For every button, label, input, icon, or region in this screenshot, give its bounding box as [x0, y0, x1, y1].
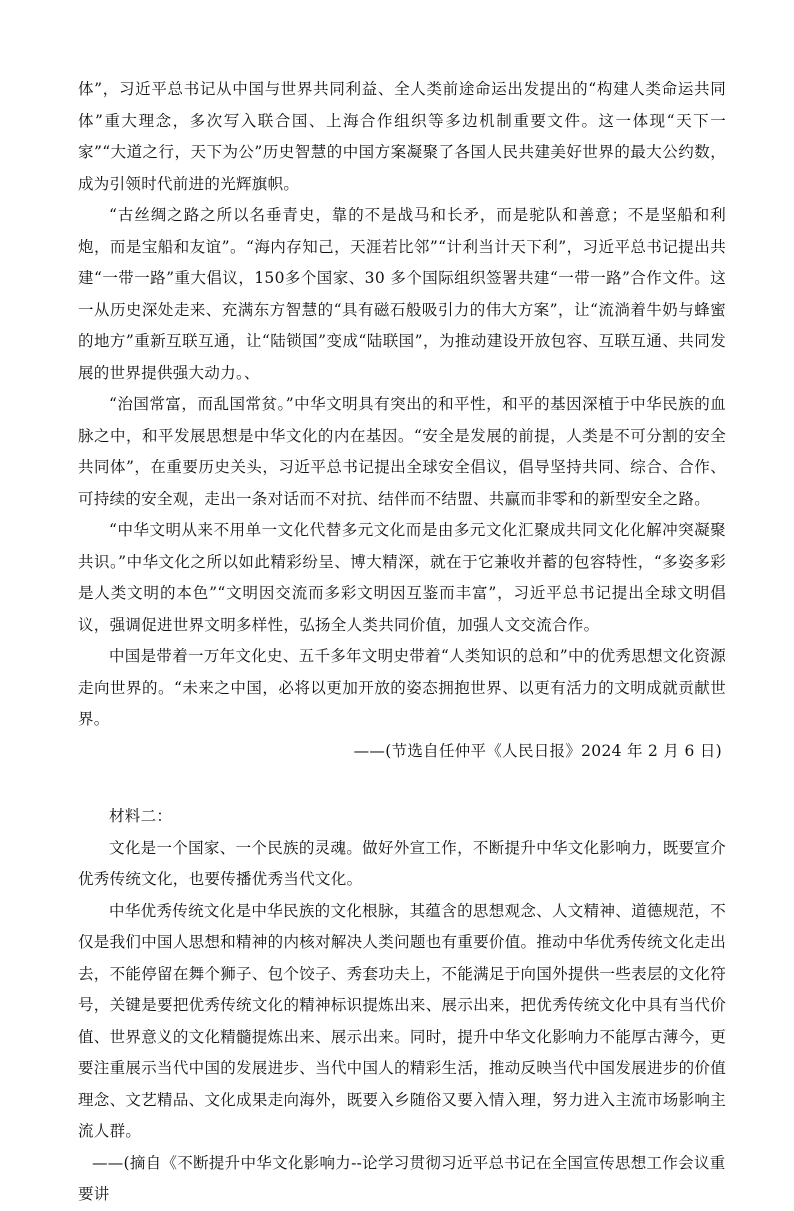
source-citation-2: ——(摘自《不断提升中华文化影响力--论学习贯彻习近平总书记在全国宣传思想工作会议重要讲 [78, 1153, 726, 1203]
paragraph-peace-security: “治国常富，而乱国常贫。”中华文明具有突出的和平性，和平的基因深植于中华民族的血脉之中，和平发展思想是中华文化的内在基因。“安全是发展的前提，人类是不可分割的安全共同体”，在重要历史关头，习近平总书记提出全球安全倡议，倡导坚持共同、综合、合作、可持续的安全观，走出一条对话而不对抗、结伴而不结盟、共赢而非零和的新型安全之路。 [78, 395, 726, 508]
paragraph-traditional-culture: 中华优秀传统文化是中华民族的文化根脉，其蕴含的思想观念、人文精神、道德规范，不仅是我们中国人思想和精神的内核对解决人类问题也有重要价值。推动中华优秀传统文化走出去，不能停留在舞个狮子、包个饺子、秀套功夫上，不能满足于向国外提供一些表层的文化符号，关键是要把优秀传统文化的精神标识提炼出来、展示出来，把优秀传统文化中具有当代价值、世界意义的文化精髓提炼出来、展示出来。同时，提升中华文化影响力不能厚古薄今，更要注重展示当代中国的发展进步、当代中国人的精彩生活，推动反映当代中国发展进步的价值理念、文艺精品、文化成果走向海外，既要入乡随俗又要入情入理，努力进入主流市场影响主流人群。 [78, 901, 726, 1140]
document-page [78, 74, 726, 1211]
source-citation-1: ——(节选自任仲平《人民日报》2024 年 2 月 6 日) [353, 741, 722, 760]
paragraph-community-of-shared-future: 体”，习近平总书记从中国与世界共同利益、全人类前途命运出发提出的“构建人类命运共同体”重大理念，多次写入联合国、上海合作组织等多边机制重要文件。这一体现“天下一家”“大道之行，天下为公”历史智慧的中国方案凝聚了各国人民共建美好世界的最大公约数，成为引领时代前进的光辉旗帜。 [78, 80, 726, 193]
section-heading-material-2: 材料二： [109, 807, 173, 825]
paragraph-future-china: 中国是带着一万年文化史、五千多年文明史带着“人类知识的总和”中的优秀思想文化资源走向世界的。“未来之中国，必将以更加开放的姿态拥抱世界、以更有活力的文明成就贡献世界。 [78, 647, 726, 728]
paragraph-belt-and-road: “古丝绸之路之所以名垂青史，靠的不是战马和长矛，而是驼队和善意；不是坚船和利炮，而是宝船和友谊”。“海内存知己，天涯若比邻”“计利当计天下利”，习近平总书记提出共建“一带一路”重大倡议，150多个国家、30 多个国际组织签署共建“一带一路”合作文件。这一从历史深处走来、充满东方智慧的“具有磁石般吸引力的伟大方案”，让“流淌着牛奶与蜂蜜的地方”重新互联互通，让“陆锁国”变成“陆联国”，为推动建设开放包容、互联互通、共同发展的世界提供强大动力。、 [78, 206, 726, 382]
paragraph-civilization-diversity: “中华文明从来不用单一文化代替多元文化而是由多元文化汇聚成共同文化化解冲突凝聚共识。”中华文化之所以如此精彩纷呈、博大精深，就在于它兼收并蓄的包容特性，“多姿多彩是人类文明的本色”“文明因交流而多彩文明因互鉴而丰富”，习近平总书记提出全球文明倡议，强调促进世界文明多样性，弘扬全人类共同价值，加强人文交流合作。 [78, 521, 726, 634]
section-divider [78, 767, 726, 799]
paragraph-culture-soul: 文化是一个国家、一个民族的灵魂。做好外宣工作，不断提升中华文化影响力，既要宣介优秀传统文化，也要传播优秀当代文化。 [78, 838, 726, 888]
